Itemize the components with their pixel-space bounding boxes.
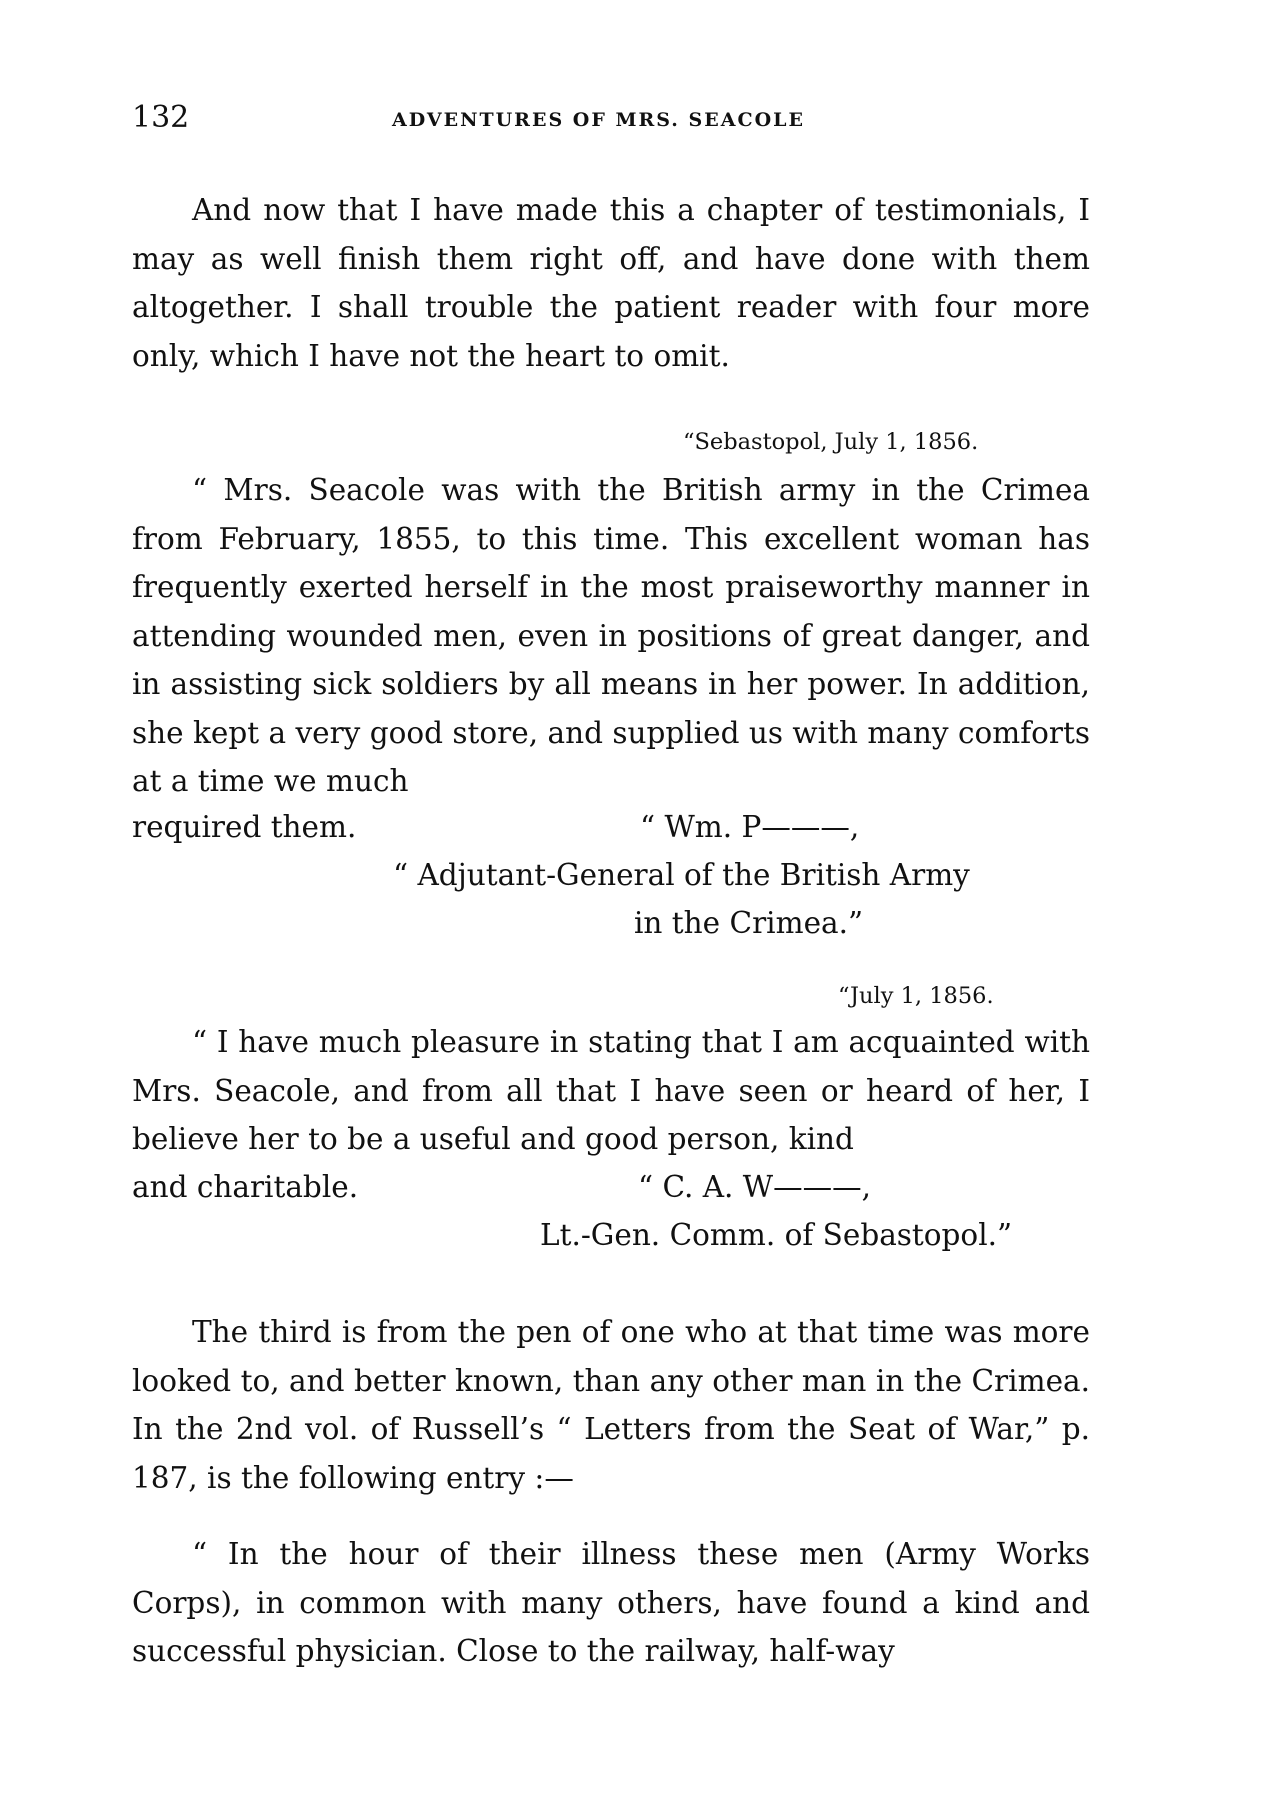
letter1-closing-line: required them. <box>132 810 357 844</box>
letter2-closing-line: and charitable. <box>132 1170 359 1204</box>
letter2-signature: “ C. A. W———, <box>638 1170 871 1204</box>
letter1-signature: “ Wm. P———, <box>640 810 860 844</box>
letter1-title-line1: “ Adjutant-General of the British Army <box>393 858 970 892</box>
running-title: ADVENTURES OF MRS. SEACOLE <box>392 109 805 131</box>
third-paragraph: The third is from the pen of one who at that time was more looked to, and better known, than any other man in the Crimea. In the 2nd vol. of Russell’s “ Letters from the Seat of War,” p. 187, is the following entry :— <box>132 1315 1090 1495</box>
page-header <box>132 98 1092 138</box>
letter1-dateline: “Sebastopol, July 1, 1856. <box>683 429 979 455</box>
letter2-body: “ I have much pleasure in stating that I am acquainted with Mrs. Seacole, and from all that I have seen or heard of her, I believe her to be a useful and good person, kind <box>132 1025 1090 1156</box>
letter2-title-line: Lt.-Gen. Comm. of Sebastopol.” <box>540 1218 1013 1252</box>
letter1-body: “ Mrs. Seacole was with the British army in the Crimea from February, 1855, to this time. This excellent woman has frequently exerted herself in the most praiseworthy manner in attending wounded men, even in positions of great danger, and in assisting sick soldiers by all means in her power. In addition, she kept a very good store, and supplied us with many comforts at a time we much <box>132 473 1090 798</box>
intro-paragraph: And now that I have made this a chapter of testimonials, I may as well finish them right off, and have done with them altogether. I shall trouble the patient reader with four more only, which I have not the heart to omit. <box>132 193 1090 373</box>
letter2-dateline: “July 1, 1856. <box>838 983 994 1009</box>
quote-paragraph: “ In the hour of their illness these men (Army Works Corps), in common with many others, have found a kind and successful physician. Close to the railway, half-way <box>132 1537 1090 1668</box>
page-number: 132 <box>132 100 190 135</box>
letter1-title-line2: in the Crimea.” <box>634 906 864 940</box>
